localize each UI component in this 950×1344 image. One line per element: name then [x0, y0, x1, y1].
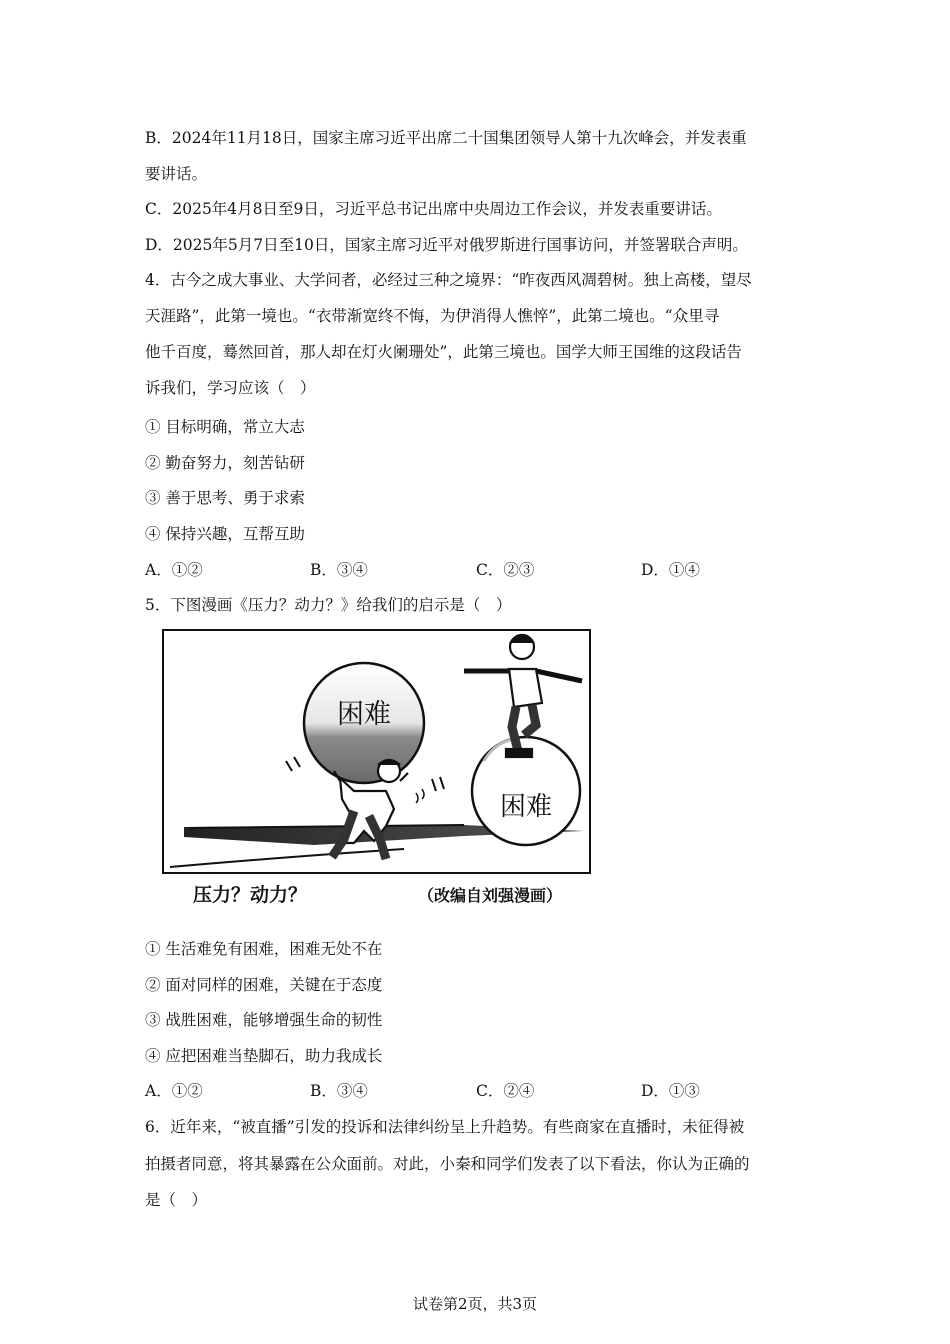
q6-stem-line2: 拍摄者同意，将其暴露在公众面前。对此，小秦和同学们发表了以下看法，你认为正确的: [145, 1155, 750, 1173]
q5-choice-c[interactable]: C．②④: [476, 1082, 535, 1100]
comic-caption-source: （改编自刘强漫画）: [418, 886, 563, 905]
ground-stroke: [170, 849, 404, 867]
comic-figure: [162, 629, 591, 874]
comic-illustration: [164, 631, 589, 872]
sweat-drops: [416, 789, 424, 803]
q5-choice-a[interactable]: A．①②: [145, 1082, 203, 1100]
q4-stem-line1: 4．古今之成大事业、大学问者，必经过三种之境界：“昨夜西风凋碧树。独上高楼，望尽: [145, 271, 752, 289]
q3-option-b-line2: 要讲话。: [145, 165, 208, 183]
ball-left-label: 困难: [337, 699, 391, 730]
ball-right-label: 困难: [499, 792, 553, 822]
q6-stem-line1: 6．近年来，“被直播”引发的投诉和法律纠纷呈上升趋势。有些商家在直播时，未征得被: [145, 1118, 745, 1136]
comic-caption-title: 压力？动力？: [193, 884, 308, 906]
q5-item-1: ① 生活难免有困难，困难无处不在: [145, 940, 383, 958]
q4-choice-c[interactable]: C．②③: [476, 561, 535, 579]
q4-item-2: ② 勤奋努力，刻苦钻研: [145, 454, 305, 472]
q3-option-d: D．2025年5月7日至10日，国家主席习近平对俄罗斯进行国事访问，并签署联合声明。: [145, 236, 748, 254]
q6-stem-line3: 是（ ）: [145, 1191, 208, 1209]
q4-choice-d[interactable]: D．①④: [641, 561, 700, 579]
q4-choice-a[interactable]: A．①②: [145, 561, 203, 579]
q5-item-3: ③ 战胜困难，能够增强生命的韧性: [145, 1011, 383, 1029]
page-footer: 试卷第2页，共3页: [412, 1295, 538, 1313]
q5-item-4: ④ 应把困难当垫脚石，助力我成长: [145, 1047, 383, 1065]
q4-item-3: ③ 善于思考、勇于求索: [145, 489, 305, 507]
q5-choice-d[interactable]: D．①③: [641, 1082, 700, 1100]
q4-stem-line3: 他千百度，蓦然回首，那人却在灯火阑珊处”，此第三境也。国学大师王国维的这段话告: [145, 343, 742, 361]
q5-item-2: ② 面对同样的困难，关键在于态度: [145, 976, 383, 994]
q4-choice-b[interactable]: B．③④: [310, 561, 368, 579]
q5-stem: 5．下图漫画《压力？动力？》给我们的启示是（ ）: [145, 596, 512, 614]
q4-stem-line4: 诉我们，学习应该（ ）: [145, 379, 316, 397]
q3-option-c: C．2025年4月8日至9日，习近平总书记出席中央周边工作会议，并发表重要讲话。: [145, 200, 722, 218]
q4-item-4: ④ 保持兴趣，互帮互助: [145, 525, 305, 543]
q5-choice-b[interactable]: B．③④: [310, 1082, 368, 1100]
q4-item-1: ① 目标明确，常立大志: [145, 418, 305, 436]
q4-stem-line2: 天涯路”，此第一境也。“衣带渐宽终不悔，为伊消得人憔悴”，此第二境也。“众里寻: [145, 307, 720, 325]
q3-option-b-line1: B．2024年11月18日，国家主席习近平出席二十国集团领导人第十九次峰会，并发表重: [145, 129, 747, 147]
